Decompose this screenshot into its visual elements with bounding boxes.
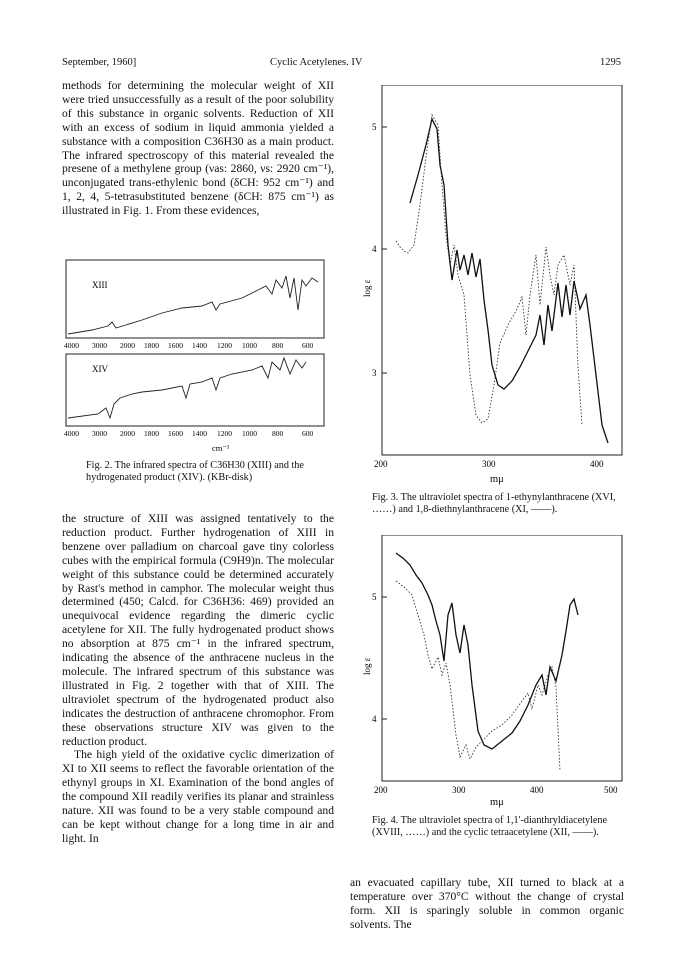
tick-label: 4000 bbox=[64, 429, 79, 438]
y-tick-label: 5 bbox=[372, 122, 377, 132]
tick-label: 1200 bbox=[217, 429, 232, 438]
fig3-frame bbox=[382, 85, 622, 455]
tick-label: 1600 bbox=[168, 341, 183, 350]
figure-4 bbox=[352, 535, 627, 797]
fig4-caption: Fig. 4. The ultraviolet spectra of 1,1'-dianthryldiacetylene (XVIII, ……) and the cyclic tetraacetylene (XII, ——). bbox=[372, 815, 608, 838]
y-tick-label: 5 bbox=[372, 592, 377, 602]
fig3-caption: Fig. 3. The ultraviolet spectra of 1-ethynylanthracene (XVI, ……) and 1,8-diethnylanthracene (XI, ——). bbox=[372, 492, 616, 515]
fig4-frame bbox=[382, 535, 622, 781]
tick-label: 2000 bbox=[120, 429, 135, 438]
left-column-top bbox=[62, 79, 334, 218]
tick-label: 1000 bbox=[242, 429, 257, 438]
fig4-curve-xviii bbox=[396, 581, 560, 771]
y-tick-label: 3 bbox=[372, 368, 377, 378]
x-tick-label: 300 bbox=[482, 459, 496, 469]
fig3-curve-xi bbox=[410, 119, 608, 443]
tick-label: 1800 bbox=[144, 429, 159, 438]
fig2-caption: Fig. 2. The infrared spectra of C36H30 (XIII) and the hydrogenated product (XIV). (KBr-disk) bbox=[86, 460, 304, 483]
page-number: 1295 bbox=[600, 57, 621, 68]
x-tick-label: 500 bbox=[604, 785, 618, 795]
fig2-lower-axis-ticks bbox=[64, 429, 314, 438]
tick-label: 1600 bbox=[168, 429, 183, 438]
x-tick-label: 200 bbox=[374, 785, 388, 795]
body-paragraph: The high yield of the oxidative cyclic dimerization of XI to XII seems to reflect the favorable orientation of the ethynyl groups in XI. Examination of the bond angles of the compound XII readily verifies its planar and strainless nature. XII was found to be a very stable compound and can be kept without change for a long time in air and light. In bbox=[62, 748, 334, 845]
fig2-upper-frame bbox=[66, 260, 324, 338]
tick-label: 800 bbox=[272, 429, 284, 438]
y-tick-label: 4 bbox=[372, 714, 377, 724]
x-tick-label: 400 bbox=[530, 785, 544, 795]
y-tick-label: 4 bbox=[372, 244, 377, 254]
x-tick-label: 400 bbox=[590, 459, 604, 469]
fig3-y-ticks bbox=[372, 122, 387, 378]
tick-label: 3000 bbox=[92, 341, 107, 350]
right-column-bottom bbox=[350, 876, 624, 932]
tick-label: 1200 bbox=[217, 341, 232, 350]
fig4-curve-xii bbox=[396, 553, 578, 749]
tick-label: 1800 bbox=[144, 341, 159, 350]
fig2-label-xiii: XIII bbox=[92, 280, 108, 290]
fig4-xlabel: mμ bbox=[490, 797, 504, 808]
fig4-ylabel: log ε bbox=[362, 657, 372, 675]
tick-label: 1400 bbox=[192, 429, 207, 438]
figure-3-plot bbox=[352, 85, 627, 475]
tick-label: 1000 bbox=[242, 341, 257, 350]
body-paragraph: the structure of XIII was assigned tentatively to the reduction product. Further hydrogenation of XIII in benzene over palladium on charcoal gave tiny colorless cubes with the empirical formula (C9H9)n. The molecular weight of this substance could be determined accurately by Rast's method in camphor. The molecular weight thus determined (450; Calcd. for C36H36: 469) provided an unequivocal evidence regarding the dimeric cyclic acetylene for XII. The fully hydrogenated product shows no absorption at 875 cm⁻¹ in the infrared spectrum, indicating the absence of the anthracene nucleus in the molecule. The infrared spectrum of this substance was illustrated in Fig. 2 together with that of XIII. The ultraviolet spectrum of the hydrogenated product also indicates the destruction of anthracene chromophor. From these observations structure XIV was given to the reduction product. bbox=[62, 512, 334, 748]
tick-label: 1400 bbox=[192, 341, 207, 350]
fig4-y-ticks bbox=[372, 592, 387, 724]
x-tick-label: 300 bbox=[452, 785, 466, 795]
tick-label: 4000 bbox=[64, 341, 79, 350]
fig2-label-xiv: XIV bbox=[92, 364, 108, 374]
fig3-x-ticks bbox=[374, 459, 604, 469]
fig2-unit-label: cm⁻¹ bbox=[212, 443, 230, 453]
tick-label: 3000 bbox=[92, 429, 107, 438]
tick-label: 2000 bbox=[120, 341, 135, 350]
x-tick-label: 200 bbox=[374, 459, 388, 469]
body-paragraph: an evacuated capillary tube, XII turned to black at a temperature over 370°C without the change of crystal form. XII is sparingly soluble in common organic solvents. The bbox=[350, 876, 624, 931]
fig2-upper-axis-ticks bbox=[64, 341, 314, 350]
tick-label: 800 bbox=[272, 341, 284, 350]
body-paragraph: methods for determining the molecular weight of XII were tried unsuccessfully as a result of the poor solubility of this substance in organic solvents. Reduction of XII with an excess of sodium in liquid ammonia yielded a substance with a composition C36H30 as a main product. The infrared spectroscopy of this material revealed the presene of a methylene group (νas: 2860, νs: 2920 cm⁻¹), unconjugated trans-ethylenic bond (δCH: 952 cm⁻¹) and 1, 2, 4, 5-tetrasubstituted benzene (δCH: 875 cm⁻¹) as illustrated in Fig. 1. From these evidences, bbox=[62, 79, 334, 218]
figure-2 bbox=[62, 258, 334, 453]
fig4-x-ticks bbox=[374, 785, 618, 795]
running-header-left: September, 1960] bbox=[62, 57, 137, 68]
fig3-curve-xvi bbox=[396, 115, 582, 425]
figure-3 bbox=[352, 85, 627, 475]
figure-2-plot bbox=[62, 258, 334, 453]
fig3-xlabel: mμ bbox=[490, 474, 504, 485]
figure-4-plot bbox=[352, 535, 627, 797]
fig3-ylabel: log ε bbox=[362, 279, 372, 297]
left-column-bottom bbox=[62, 512, 334, 846]
running-header-title: Cyclic Acetylenes. IV bbox=[270, 57, 363, 68]
tick-label: 600 bbox=[302, 341, 314, 350]
tick-label: 600 bbox=[302, 429, 314, 438]
